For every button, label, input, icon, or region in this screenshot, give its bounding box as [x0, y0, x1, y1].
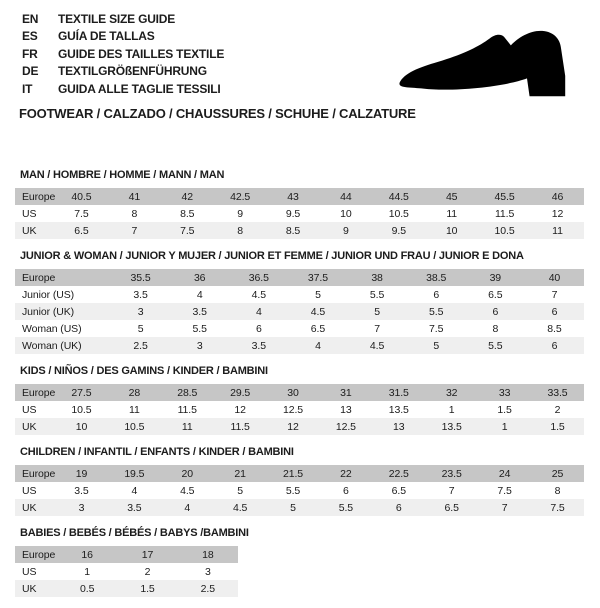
size-value: 20 [161, 465, 214, 482]
size-row-europe [15, 546, 238, 563]
size-value: 38.5 [407, 269, 466, 286]
size-value: 2 [117, 563, 177, 580]
size-value: 7 [108, 222, 161, 239]
size-table-junior-woman [15, 269, 584, 354]
size-value: 7 [525, 286, 584, 303]
size-value: 5 [407, 337, 466, 354]
row-label: UK [15, 499, 55, 516]
language-code: IT [22, 81, 33, 96]
size-row-us [15, 563, 238, 580]
size-value: 30 [267, 384, 320, 401]
size-value: 6 [466, 303, 525, 320]
size-value: 19.5 [108, 465, 161, 482]
size-value: 3 [170, 337, 229, 354]
size-value: 8 [108, 205, 161, 222]
size-value: 16 [57, 546, 117, 563]
size-value: 13.5 [425, 418, 478, 435]
size-value: 0.5 [57, 580, 117, 597]
size-value: 4 [229, 303, 288, 320]
size-value: 12 [214, 401, 267, 418]
size-value: 6.5 [288, 320, 347, 337]
language-row-de [22, 63, 224, 81]
size-value: 7.5 [478, 482, 531, 499]
size-row-us [15, 205, 584, 222]
size-value: 11.5 [214, 418, 267, 435]
size-value: 40 [525, 269, 584, 286]
size-value: 4.5 [229, 286, 288, 303]
size-value: 5.5 [170, 320, 229, 337]
size-table-children [15, 465, 584, 516]
size-value: 2.5 [178, 580, 238, 597]
section-children [15, 446, 584, 516]
size-value: 3 [111, 303, 170, 320]
size-value: 9.5 [372, 222, 425, 239]
size-value: 3 [55, 499, 108, 516]
size-value: 4.5 [348, 337, 407, 354]
size-value: 46 [531, 188, 584, 205]
row-label: Junior (UK) [15, 303, 111, 320]
size-value: 45.5 [478, 188, 531, 205]
size-value: 1.5 [531, 418, 584, 435]
section-title-babies: BABIES / BEBÉS / BÉBÉS / BABYS /BAMBINI [20, 527, 249, 539]
size-value: 6.5 [425, 499, 478, 516]
size-value: 23.5 [425, 465, 478, 482]
row-label: UK [15, 580, 57, 597]
size-tables [15, 169, 584, 608]
shoe-icon [392, 24, 572, 104]
size-value: 19 [55, 465, 108, 482]
language-code: ES [22, 29, 38, 44]
row-label: UK [15, 222, 55, 239]
row-label: US [15, 482, 55, 499]
size-value: 3 [178, 563, 238, 580]
size-value: 39 [466, 269, 525, 286]
size-value: 6 [525, 303, 584, 320]
size-value: 3.5 [170, 303, 229, 320]
section-junior-woman [15, 250, 584, 354]
size-value: 5 [288, 286, 347, 303]
size-value: 4.5 [161, 482, 214, 499]
size-value: 12 [531, 205, 584, 222]
size-row-woman-uk [15, 337, 584, 354]
size-value: 6.5 [372, 482, 425, 499]
size-value: 5 [111, 320, 170, 337]
size-value: 44.5 [372, 188, 425, 205]
size-value: 28 [108, 384, 161, 401]
size-value: 8.5 [161, 205, 214, 222]
size-value: 32 [425, 384, 478, 401]
size-value: 12.5 [319, 418, 372, 435]
language-row-fr [22, 45, 224, 63]
size-value: 45 [425, 188, 478, 205]
row-label: UK [15, 418, 55, 435]
size-value: 3.5 [108, 499, 161, 516]
language-row-es [22, 28, 224, 46]
language-title: GUIDA ALLE TAGLIE TESSILI [58, 81, 221, 96]
size-row-uk [15, 499, 584, 516]
size-value: 41 [108, 188, 161, 205]
section-babies [15, 527, 584, 597]
size-value: 1 [57, 563, 117, 580]
size-value: 22.5 [372, 465, 425, 482]
size-value: 43 [267, 188, 320, 205]
section-title-man: MAN / HOMBRE / HOMME / MANN / MAN [20, 169, 225, 181]
row-label: US [15, 401, 55, 418]
size-value: 8 [466, 320, 525, 337]
size-value: 17 [117, 546, 177, 563]
size-value: 4.5 [288, 303, 347, 320]
size-value: 11 [108, 401, 161, 418]
size-value: 9 [214, 205, 267, 222]
size-row-junior-us [15, 286, 584, 303]
size-row-woman-us [15, 320, 584, 337]
size-value: 12.5 [267, 401, 320, 418]
size-value: 40.5 [55, 188, 108, 205]
size-value: 10.5 [372, 205, 425, 222]
size-value: 2.5 [111, 337, 170, 354]
size-value: 21 [214, 465, 267, 482]
size-table-kids [15, 384, 584, 435]
size-value: 7.5 [55, 205, 108, 222]
size-value: 10.5 [478, 222, 531, 239]
size-value: 2 [531, 401, 584, 418]
size-row-uk [15, 418, 584, 435]
size-value: 4 [288, 337, 347, 354]
row-label: US [15, 563, 57, 580]
language-list [22, 10, 224, 98]
size-value: 7 [348, 320, 407, 337]
row-label: Europe [15, 546, 57, 563]
size-value: 7.5 [407, 320, 466, 337]
size-value: 7.5 [161, 222, 214, 239]
size-value: 4 [108, 482, 161, 499]
size-value: 29.5 [214, 384, 267, 401]
size-value: 24 [478, 465, 531, 482]
row-label: Europe [15, 188, 55, 205]
language-title: GUÍA DE TALLAS [58, 29, 155, 44]
size-value: 11.5 [478, 205, 531, 222]
size-row-europe [15, 188, 584, 205]
size-value: 10.5 [108, 418, 161, 435]
size-value: 6 [407, 286, 466, 303]
size-value: 10 [55, 418, 108, 435]
size-value: 3.5 [55, 482, 108, 499]
size-value: 5.5 [466, 337, 525, 354]
size-value: 11 [425, 205, 478, 222]
size-value: 44 [319, 188, 372, 205]
size-value: 4 [170, 286, 229, 303]
size-value: 6 [229, 320, 288, 337]
size-value: 5 [348, 303, 407, 320]
size-value: 5.5 [348, 286, 407, 303]
size-value: 5 [267, 499, 320, 516]
size-row-europe [15, 269, 584, 286]
category-title: FOOTWEAR / CALZADO / CHAUSSURES / SCHUHE / CALZATURE [19, 106, 416, 121]
size-value: 5 [214, 482, 267, 499]
size-value: 8 [531, 482, 584, 499]
language-row-it [22, 80, 224, 98]
size-value: 7 [425, 482, 478, 499]
size-value: 9.5 [267, 205, 320, 222]
size-value: 7.5 [531, 499, 584, 516]
size-table-man [15, 188, 584, 239]
size-value: 22 [319, 465, 372, 482]
size-row-us [15, 482, 584, 499]
size-value: 31.5 [372, 384, 425, 401]
language-code: DE [22, 64, 39, 79]
size-value: 38 [348, 269, 407, 286]
size-value: 12 [267, 418, 320, 435]
size-value: 13.5 [372, 401, 425, 418]
size-value: 13 [319, 401, 372, 418]
size-value: 10 [319, 205, 372, 222]
language-title: TEXTILE SIZE GUIDE [58, 11, 176, 26]
size-value: 31 [319, 384, 372, 401]
size-value: 6 [319, 482, 372, 499]
size-value: 7 [478, 499, 531, 516]
size-row-us [15, 401, 584, 418]
row-label: Europe [15, 269, 111, 286]
row-label: Woman (UK) [15, 337, 111, 354]
size-value: 25 [531, 465, 584, 482]
row-label: Europe [15, 465, 55, 482]
size-row-uk [15, 222, 584, 239]
size-value: 4.5 [214, 499, 267, 516]
size-value: 35.5 [111, 269, 170, 286]
size-row-europe [15, 465, 584, 482]
language-title: TEXTILGRÖßENFÜHRUNG [58, 64, 207, 79]
size-value: 37.5 [288, 269, 347, 286]
size-value: 9 [319, 222, 372, 239]
size-value: 36 [170, 269, 229, 286]
size-value: 11 [161, 418, 214, 435]
size-value: 1.5 [117, 580, 177, 597]
language-row-en [22, 10, 224, 28]
size-value: 36.5 [229, 269, 288, 286]
size-value: 3.5 [229, 337, 288, 354]
language-title: GUIDE DES TAILLES TEXTILE [58, 46, 225, 61]
size-value: 6 [525, 337, 584, 354]
size-value: 5.5 [319, 499, 372, 516]
size-value: 18 [178, 546, 238, 563]
size-value: 4 [161, 499, 214, 516]
size-value: 6 [372, 499, 425, 516]
section-title-kids: KIDS / NIÑOS / DES GAMINS / KINDER / BAMBINI [20, 365, 268, 377]
size-value: 1.5 [478, 401, 531, 418]
size-value: 6.5 [466, 286, 525, 303]
size-value: 42 [161, 188, 214, 205]
size-value: 8.5 [267, 222, 320, 239]
size-value: 5.5 [267, 482, 320, 499]
size-value: 28.5 [161, 384, 214, 401]
section-title-children: CHILDREN / INFANTIL / ENFANTS / KINDER / BAMBINI [20, 446, 294, 458]
size-value: 11 [531, 222, 584, 239]
size-value: 10.5 [55, 401, 108, 418]
section-man [15, 169, 584, 239]
row-label: Europe [15, 384, 55, 401]
size-row-uk [15, 580, 238, 597]
language-code: EN [22, 11, 39, 26]
row-label: Woman (US) [15, 320, 111, 337]
size-value: 33 [478, 384, 531, 401]
size-value: 8 [214, 222, 267, 239]
size-value: 21.5 [267, 465, 320, 482]
size-value: 1 [425, 401, 478, 418]
size-value: 33.5 [531, 384, 584, 401]
size-value: 6.5 [55, 222, 108, 239]
section-kids [15, 365, 584, 435]
size-value: 27.5 [55, 384, 108, 401]
row-label: US [15, 205, 55, 222]
size-value: 8.5 [525, 320, 584, 337]
size-value: 10 [425, 222, 478, 239]
size-value: 13 [372, 418, 425, 435]
size-row-junior-uk [15, 303, 584, 320]
section-title-junior-woman: JUNIOR & WOMAN / JUNIOR Y MUJER / JUNIOR ET FEMME / JUNIOR UND FRAU / JUNIOR E DONA [20, 250, 524, 262]
size-table-babies [15, 546, 238, 597]
size-value: 42.5 [214, 188, 267, 205]
size-value: 1 [478, 418, 531, 435]
size-row-europe [15, 384, 584, 401]
language-code: FR [22, 46, 38, 61]
size-value: 5.5 [407, 303, 466, 320]
size-value: 3.5 [111, 286, 170, 303]
row-label: Junior (US) [15, 286, 111, 303]
size-value: 11.5 [161, 401, 214, 418]
